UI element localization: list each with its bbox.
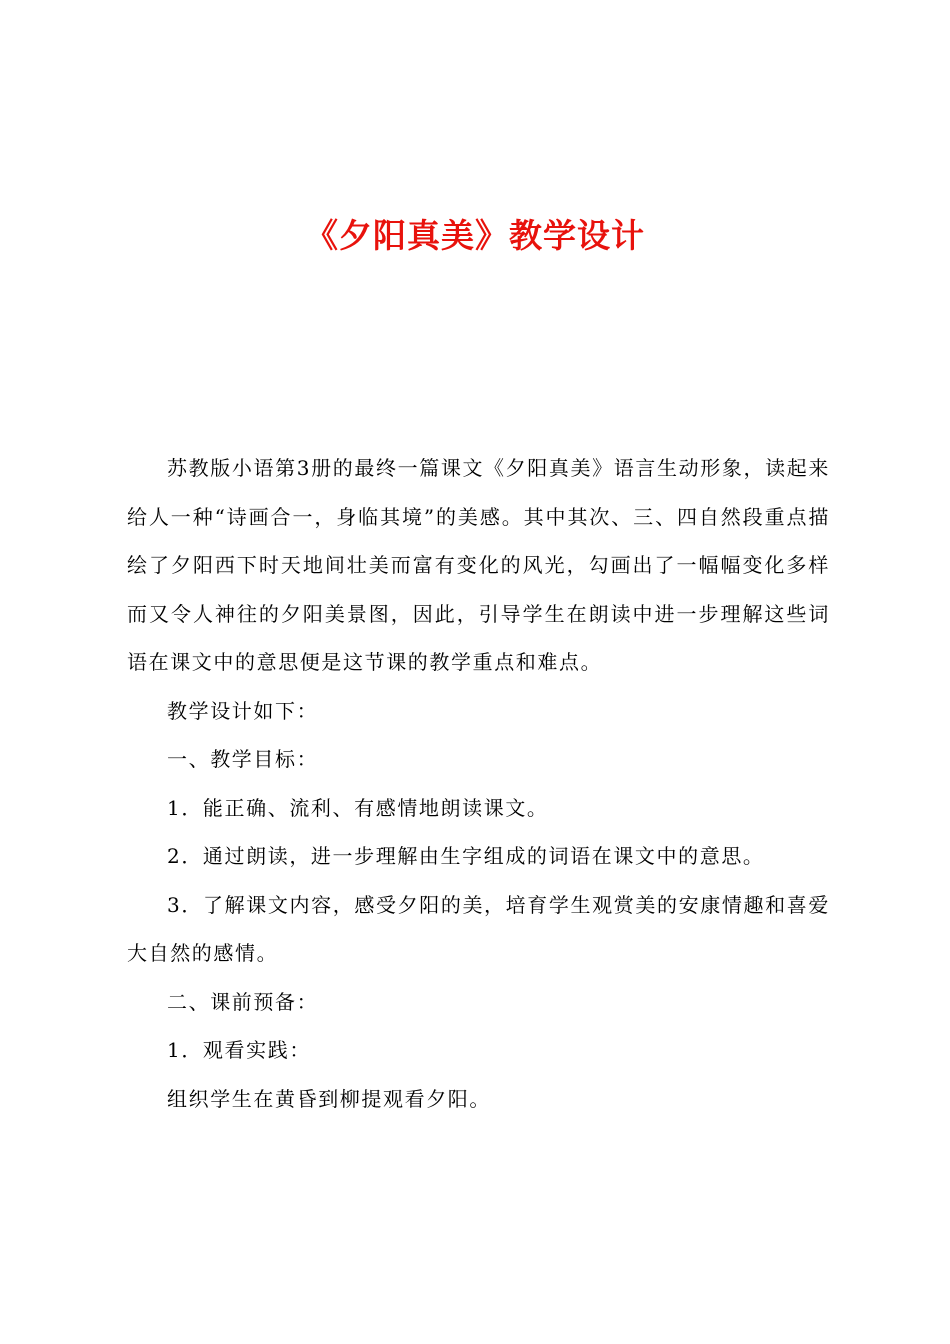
goal-item-3: 3．了解课文内容，感受夕阳的美，培育学生观赏美的安康情趣和喜爱大自然的感情。 [127,892,830,965]
goal-item-2: 2．通过朗读，进一步理解由生字组成的词语在课文中的意思。 [167,844,765,868]
document-title: 《夕阳真美》教学设计 [305,216,645,255]
section-heading-goals: 一、教学目标： [167,747,319,771]
section-heading-preparation: 二、课前预备： [167,989,319,1014]
goal-item-1: 1．能正确、流利、有感情地朗读课文。 [167,795,549,820]
intro-paragraph: 苏教版小语第3册的最终一篇课文《夕阳真美》语言生动形象，读起来给人一种“诗画合一，身临其境”的美感。其中其次、三、四自然段重点描绘了夕阳西下时天地间壮美而富有变化的风光，勾画出了一幅幅变化多样而又令人神往的夕阳美景图，因此，引导学生在朗读中进一步理解这些词语在课文中的意思便是这节课的教学重点和难点。 [127,456,830,674]
preparation-detail: 组织学生在黄昏到柳提观看夕阳。 [167,1086,491,1111]
document-body [127,444,830,1123]
design-intro-line: 教学设计如下： [167,698,319,723]
preparation-item-1: 1．观看实践： [167,1038,311,1062]
